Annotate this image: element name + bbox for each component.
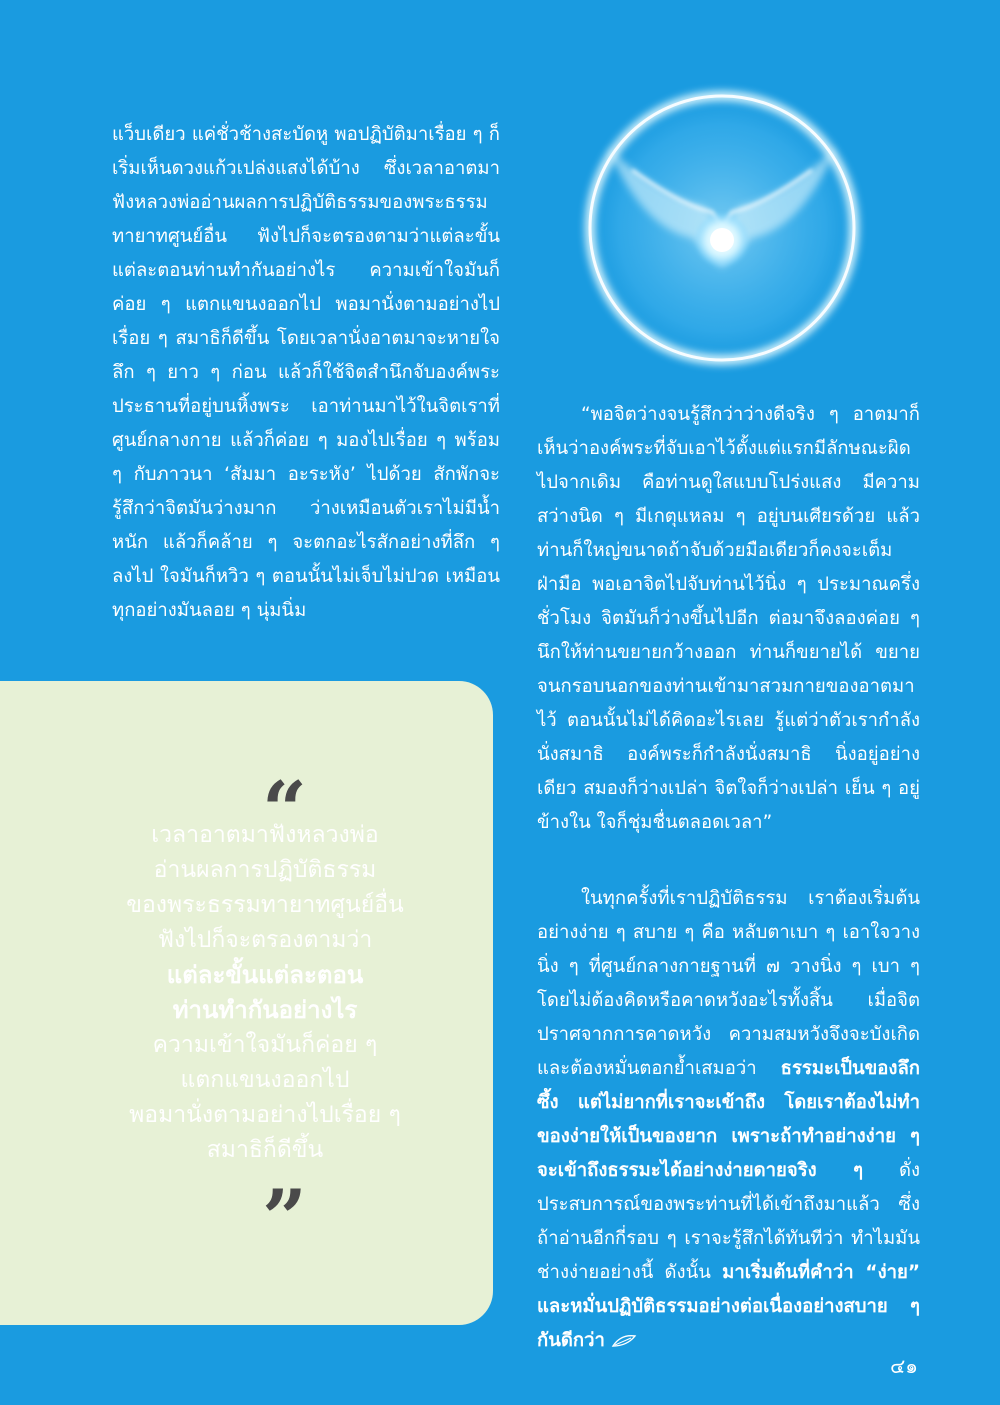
quote-bold-line: แต่ละขั้นแต่ละตอน (166, 961, 364, 989)
quote-line: ของพระธรรมทายาทศูนย์อื่น (126, 892, 404, 918)
teaching-bold-a: ธรรมะเป็นของลึกซึ้ง แต่ไม่ยากที่เราจะเข้าถึง โดยเราต้องไม่ทำของง่ายให้เป็นของยาก เพราะถ้าทำอย่างง่าย ๆ จะเข้าถึงธรรมะได้อย่างง่ายดายจริง ๆ (537, 1058, 920, 1181)
quote-bold-line: ท่านทำกันอย่างไร (172, 996, 358, 1024)
left-paragraph: แว็บเดียว แค่ชั่วช้างสะบัดหู พอปฏิบัติมาเรื่อย ๆ ก็เริ่มเห็นดวงแก้วเปล่งแสงได้บ้าง ซึ่งเวลาอาตมาฟังหลวงพ่ออ่านผลการปฏิบัติธรรมของพระธรรมทายาทศูนย์อื่น ฟังไปก็จะตรองตามว่าแต่ละขั้นแต่ละตอนท่านทำกันอย่างไร ความเข้าใจมันก็ค่อย ๆ แตกแขนงออกไป พอมานั่งตามอย่างไปเรื่อย ๆ สมาธิก็ดีขึ้น โดยเวลานั่งอาตมาจะหายใจลึก ๆ ยาว ๆ ก่อน แล้วก็ใช้จิตสำนึกจับองค์พระประธานที่อยู่บนหิ้งพระ เอาท่านมาไว้ในจิตเราที่ศูนย์กลางกาย แล้วก็ค่อย ๆ มองไปเรื่อย ๆ พร้อม ๆ กับภาวนา ‘สัมมา อะระหัง’ ไปด้วย สักพักจะรู้สึกว่าจิตมันว่างมาก ว่างเหมือนตัวเราไม่มีน้ำหนัก แล้วก็คล้าย ๆ จะตกอะไรสักอย่างที่ลึก ๆ ลงไป ใจมันก็หวิว ๆ ตอนนั้นไม่เจ็บไม่ปวด เหมือนทุกอย่างมันลอย ๆ นุ่มนิ่ม (112, 124, 500, 621)
glowing-buddha-orb-illustration (572, 78, 872, 378)
pull-quote-text (100, 818, 430, 1168)
quote-line: ความเข้าใจมันก็ค่อย ๆ (152, 1032, 378, 1058)
quote-line: สมาธิก็ดีขึ้น (206, 1137, 324, 1163)
right-column (537, 398, 920, 1358)
teaching-text-b: ดั่งประสบการณ์ของพระท่านที่ได้เข้าถึงมาแล้ว ซึ่งถ้าอ่านอีกกี่รอบ ๆ เราจะรู้สึกได้ทันทีว่า ทำไมมันช่างง่ายอย่างนี้ ดังนั้น (537, 1160, 920, 1283)
quote-line: แตกแขนงออกไป (180, 1067, 350, 1093)
right-paragraph-teaching (537, 882, 920, 1358)
paragraph-gap (537, 840, 920, 882)
teaching-bold-b: มาเริ่มต้นที่คำว่า “ง่าย” และหมั่นปฏิบัติธรรมอย่างต่อเนื่องอย่างสบาย ๆ กันดีกว่า (537, 1262, 921, 1351)
right-paragraph-quote: “พอจิตว่างจนรู้สึกว่าว่างดีจริง ๆ อาตมาก็เห็นว่าองค์พระที่จับเอาไว้ตั้งแต่แรกมีลักษณะผิดไปจากเดิม คือท่านดูใสแบบโปร่งแสง มีความสว่างนิด ๆ มีเกตุแหลม ๆ อยู่บนเศียรด้วย แล้วท่านก็ใหญ่ขนาดถ้าจับด้วยมือเดียวก็คงจะเต็มฝ่ามือ พอเอาจิตไปจับท่านไว้นิ่ง ๆ ประมาณครึ่งชั่วโมง จิตมันก็ว่างขึ้นไปอีก ต่อมาจึงลองค่อย ๆ นึกให้ท่านขยายกว้างออก ท่านก็ขยายได้ ขยายจนกรอบนอกของท่านเข้ามาสวมกายของอาตมาไว้ ตอนนั้นไม่ได้คิดอะไรเลย รู้แต่ว่าตัวเรากำลังนั่งสมาธิ องค์พระก็กำลังนั่งสมาธิ นิ่งอยู่อย่างเดียว สมองก็ว่างเปล่า จิตใจก็ว่างเปล่า เย็น ๆ อยู่ข้างใน ใจก็ชุ่มชื่นตลอดเวลา” (537, 404, 920, 833)
quote-line: พอมานั่งตามอย่างไปเรื่อย ๆ (129, 1102, 401, 1128)
open-quote-mark: “ (262, 765, 307, 856)
page-number: ๔๑ (890, 1354, 918, 1378)
leaf-end-icon (611, 1334, 637, 1348)
close-quote-mark: ” (262, 1173, 307, 1264)
left-column (112, 118, 500, 628)
quote-line: อ่านผลการปฏิบัติธรรม (153, 857, 377, 883)
quote-line: เวลาอาตมาฟังหลวงพ่อ (151, 822, 379, 848)
quote-line: ฟังไปก็จะตรองตามว่า (157, 927, 373, 953)
teaching-text-a: ในทุกครั้งที่เราปฏิบัติธรรม เราต้องเริ่มต้นอย่างง่าย ๆ สบาย ๆ คือ หลับตาเบา ๆ เอาใจวางนิ่ง ๆ ที่ศูนย์กลางกายฐานที่ ๗ วางนิ่ง ๆ เบา ๆ โดยไม่ต้องคิดหรือคาดหวังอะไรทั้งสิ้น เมื่อจิตปราศจากการคาดหวัง ความสมหวังจึงจะบังเกิด และต้องหมั่นตอกย้ำเสมอว่า (537, 888, 920, 1079)
